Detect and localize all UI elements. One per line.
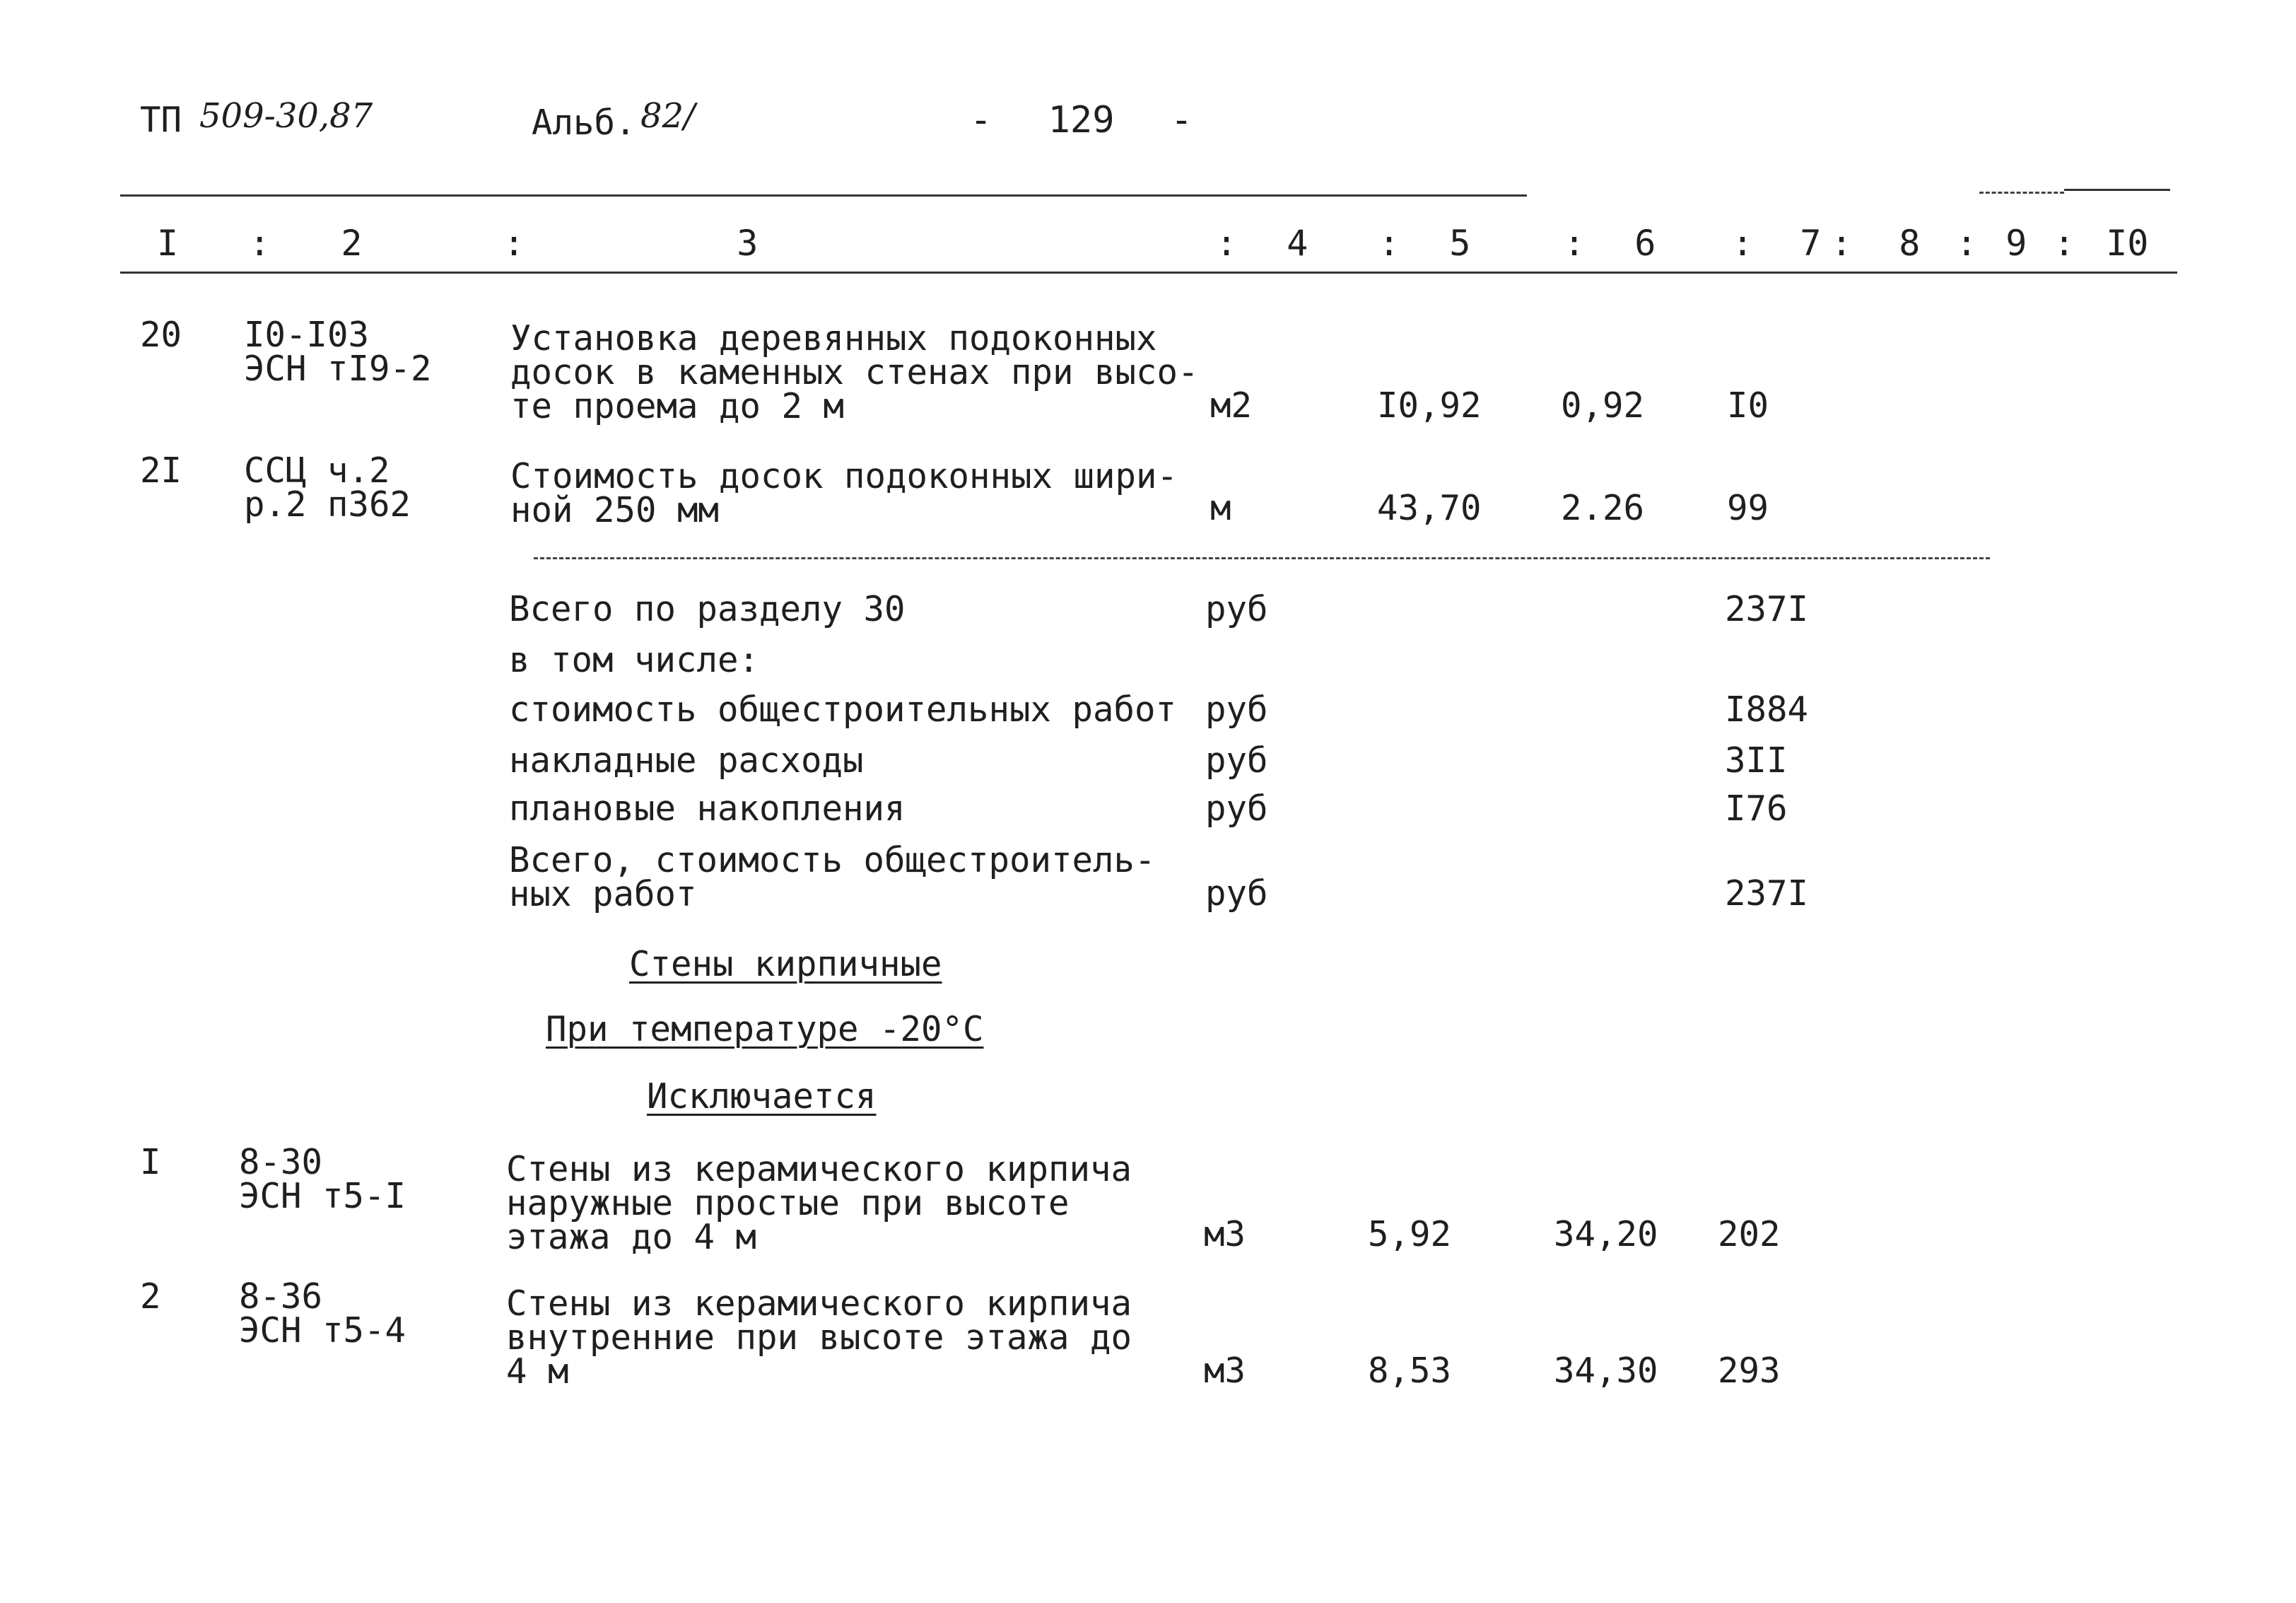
total-label: стоимость общестроительных работ [509, 689, 1177, 730]
row-unit: м3 [1204, 1351, 1246, 1391]
row-col5: I0,92 [1377, 385, 1482, 426]
row-num: 2I [140, 450, 182, 491]
top-rule [120, 194, 1527, 197]
album-label: Альб. [532, 103, 636, 143]
row-col6: 34,30 [1554, 1351, 1658, 1391]
total-unit: руб [1205, 689, 1268, 730]
total-unit: руб [1205, 873, 1268, 914]
row-col7: 202 [1718, 1214, 1781, 1254]
total-unit: руб [1205, 589, 1268, 629]
row-desc: Установка деревянных подоконных досок в каменных стенах при высо- те проема до 2 м [510, 318, 1199, 426]
section-title: Стены кирпичные [629, 944, 942, 984]
row-code: I0-I03 ЭСН тI9-2 [244, 315, 432, 389]
top-rule-right-dash [1979, 192, 2064, 194]
col-header-8: : 8 [1831, 223, 1921, 264]
col-header-7: : 7 [1732, 223, 1822, 264]
col-header-4: : 4 [1216, 223, 1308, 264]
section-subtitle: При температуре -20°С [546, 1009, 984, 1049]
row-code: ССЦ ч.2 р.2 п362 [244, 450, 411, 525]
total-value: I884 [1725, 689, 1809, 730]
row-col6: 2.26 [1561, 488, 1645, 528]
col-header-1-2: I : 2 [157, 223, 363, 264]
total-value: 237I [1725, 873, 1809, 914]
row-col7: 99 [1727, 488, 1769, 528]
total-unit: руб [1205, 740, 1268, 781]
col-header-6: : 6 [1564, 223, 1656, 264]
row-col7: I0 [1727, 385, 1769, 426]
total-label: Всего, стоимость общестроитель- ных работ [509, 840, 1156, 914]
row-code: 8-36 ЭСН т5-4 [239, 1276, 406, 1351]
row-col5: 43,70 [1377, 488, 1482, 528]
col-header-10: : I0 [2054, 223, 2149, 264]
row-desc: Стены из керамического кирпича наружные простые при высоте этажа до 4 м [506, 1149, 1132, 1257]
row-col6: 0,92 [1561, 385, 1645, 426]
total-value: 237I [1725, 589, 1809, 629]
project-number-handwritten: 509-30,87 [199, 96, 373, 136]
total-value: I76 [1725, 788, 1788, 829]
section-note: Исключается [647, 1076, 877, 1117]
row-unit: м3 [1204, 1214, 1246, 1254]
total-label: плановые накопления [509, 788, 906, 829]
row-unit: м2 [1210, 385, 1253, 426]
section-divider [534, 557, 1990, 559]
total-value: 3II [1725, 740, 1788, 781]
row-col5: 5,92 [1368, 1214, 1452, 1254]
doc-prefix: ТП [140, 100, 182, 140]
row-desc: Стены из керамического кирпича внутренние при высоте этажа до 4 м [506, 1283, 1132, 1392]
total-label: в том числе: [509, 640, 760, 680]
total-label: накладные расходы [509, 740, 864, 781]
top-rule-right [2064, 189, 2170, 191]
row-num: I [140, 1142, 161, 1182]
page-number: - 129 - [970, 99, 1193, 141]
col-header-9: : 9 [1956, 223, 2027, 264]
header-bottom-rule [120, 272, 2177, 274]
row-col6: 34,20 [1554, 1214, 1658, 1254]
row-unit: м [1210, 488, 1231, 528]
col-header-5: : 5 [1378, 223, 1471, 264]
row-desc: Стоимость досок подоконных шири- ной 250 мм [510, 456, 1178, 530]
row-code: 8-30 ЭСН т5-I [239, 1142, 406, 1216]
row-num: 20 [140, 315, 182, 355]
col-header-3: : 3 [503, 223, 758, 264]
album-number-handwritten: 82/ [640, 96, 696, 136]
total-label: Всего по разделу 30 [509, 589, 906, 629]
row-num: 2 [140, 1276, 161, 1317]
row-col5: 8,53 [1368, 1351, 1452, 1391]
total-unit: руб [1205, 788, 1268, 829]
row-col7: 293 [1718, 1351, 1781, 1391]
